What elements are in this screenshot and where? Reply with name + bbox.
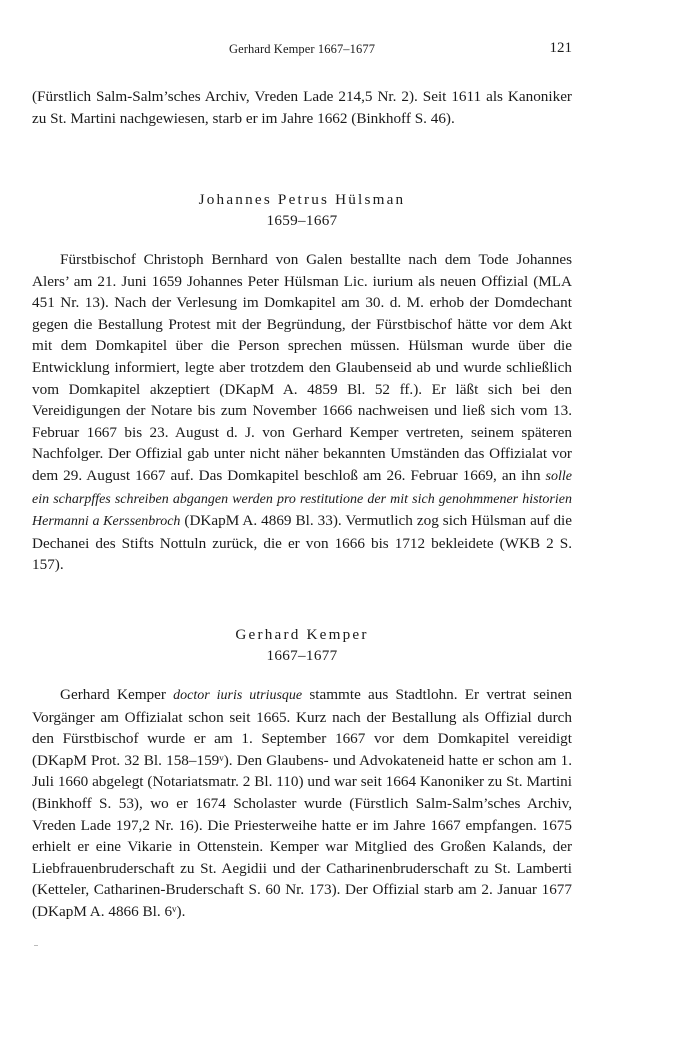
running-head: Gerhard Kemper 1667–1677 bbox=[228, 42, 376, 56]
section-name: Gerhard Kemper bbox=[235, 626, 369, 643]
kemper-paragraph bbox=[32, 684, 572, 923]
kemper-body bbox=[32, 684, 572, 923]
kemper-text-start: Gerhard Kemper bbox=[60, 686, 174, 703]
kemper-italic-title: doctor iuris utriusque bbox=[173, 688, 303, 703]
kemper-text-rest: stammte aus Stadtlohn. Er vertrat seinen Vorgänger am Offizialat schon seit 1665. Kurz nach der Bestallung als Offizial durch den Fürstbischof wurde er am 1. September 1667 vor dem Domkapitel vereidigt (DKapM Prot. 32 Bl. 158–159ᵛ). Den Glaubens- und Advokateneid hatte er schon am 1. Juli 1660 abgelegt (Notariatsmatr. 2 Bl. 110) und war seit 1664 Kanoniker zu St. Martini (Binkhoff S. 53), wo er 1674 Scholaster wurde (Fürstlich Salm-Salm’sches Archiv, Vreden Lade 197,2 Nr. 16). Die Priesterweihe hatte er im Jahre 1667 empfangen. 1675 erhielt er eine Vikarie in Ottenstein. Kemper war Mitglied des Großen Kalands, der Liebfrauenbruderschaft zu St. Aegidii und der Catharinenbruderschaft zu St. Lamberti (Ketteler, Catharinen-Bruderschaft S. 60 Nr. 173). Der Offizial starb am 2. Januar 1677 (DKapM A. 4866 Bl. 6ᵛ). bbox=[32, 686, 572, 920]
intro-text: (Fürstlich Salm-Salm’sches Archiv, Vreden Lade 214,5 Nr. 2). Seit 1611 als Kanoniker zu St. Martini nachgewiesen, starb er im Jahre 1662 (Binkhoff S. 46). bbox=[32, 88, 572, 127]
huelsman-italic-quote: solle ein scharpffes schreiben abgangen werden pro restitutione der mit sich genohmmener historien Hermanni a Kerssenbroch bbox=[32, 468, 572, 530]
huelsman-paragraph bbox=[32, 249, 572, 576]
section-name: Johannes Petrus Hülsman bbox=[198, 191, 406, 208]
intro-paragraph bbox=[32, 86, 572, 129]
section-years: 1667–1677 bbox=[266, 647, 338, 664]
huelsman-text-before: Fürstbischof Christoph Bernhard von Galen bestallte nach dem Tode Johannes Alers’ am 21. Juni 1659 Johannes Peter Hülsman Lic. iurium als neuen Offizial (MLA 451 Nr. 13). Nach der Verlesung im Domkapitel am 30. d. M. erhob der Domdechant gegen die Bestallung Protest mit der Begründung, der Fürstbischof hätte vor dem Akt mit dem Domkapitel über die Person sprechen müssen. Hülsman wurde über die Entwicklung informiert, legte aber trotzdem den Glaubenseid ab und wurde schließlich vom Domkapitel akzeptiert (DKapM A. 4859 Bl. 52 ff.). Er läßt sich bei den Vereidigungen der Notare bis zum November 1666 nachweisen und ließ sich vom 13. Februar 1667 bis 23. August d. J. von Gerhard Kemper vertreten, seinem späteren Nachfolger. Der Offizial gab unter nicht näher bekannten Umständen das Offizialat vor dem 29. August 1667 auf. Das Domkapitel beschloß am 26. Februar 1669, an ihn bbox=[32, 251, 572, 484]
huelsman-text-after: (DKapM A. 4869 Bl. 33). Vermutlich zog sich Hülsman auf die Dechanei des Stifts Nottuln zurück, die er von 1666 bis 1712 bekleidete (WKB 2 S. 157). bbox=[32, 512, 572, 574]
section-years: 1659–1667 bbox=[266, 212, 338, 229]
margin-mark bbox=[34, 945, 38, 946]
section-heading-huelsman bbox=[32, 189, 572, 231]
huelsman-body bbox=[32, 249, 572, 576]
section-heading-kemper bbox=[32, 624, 572, 666]
page-number: 121 bbox=[549, 40, 572, 56]
